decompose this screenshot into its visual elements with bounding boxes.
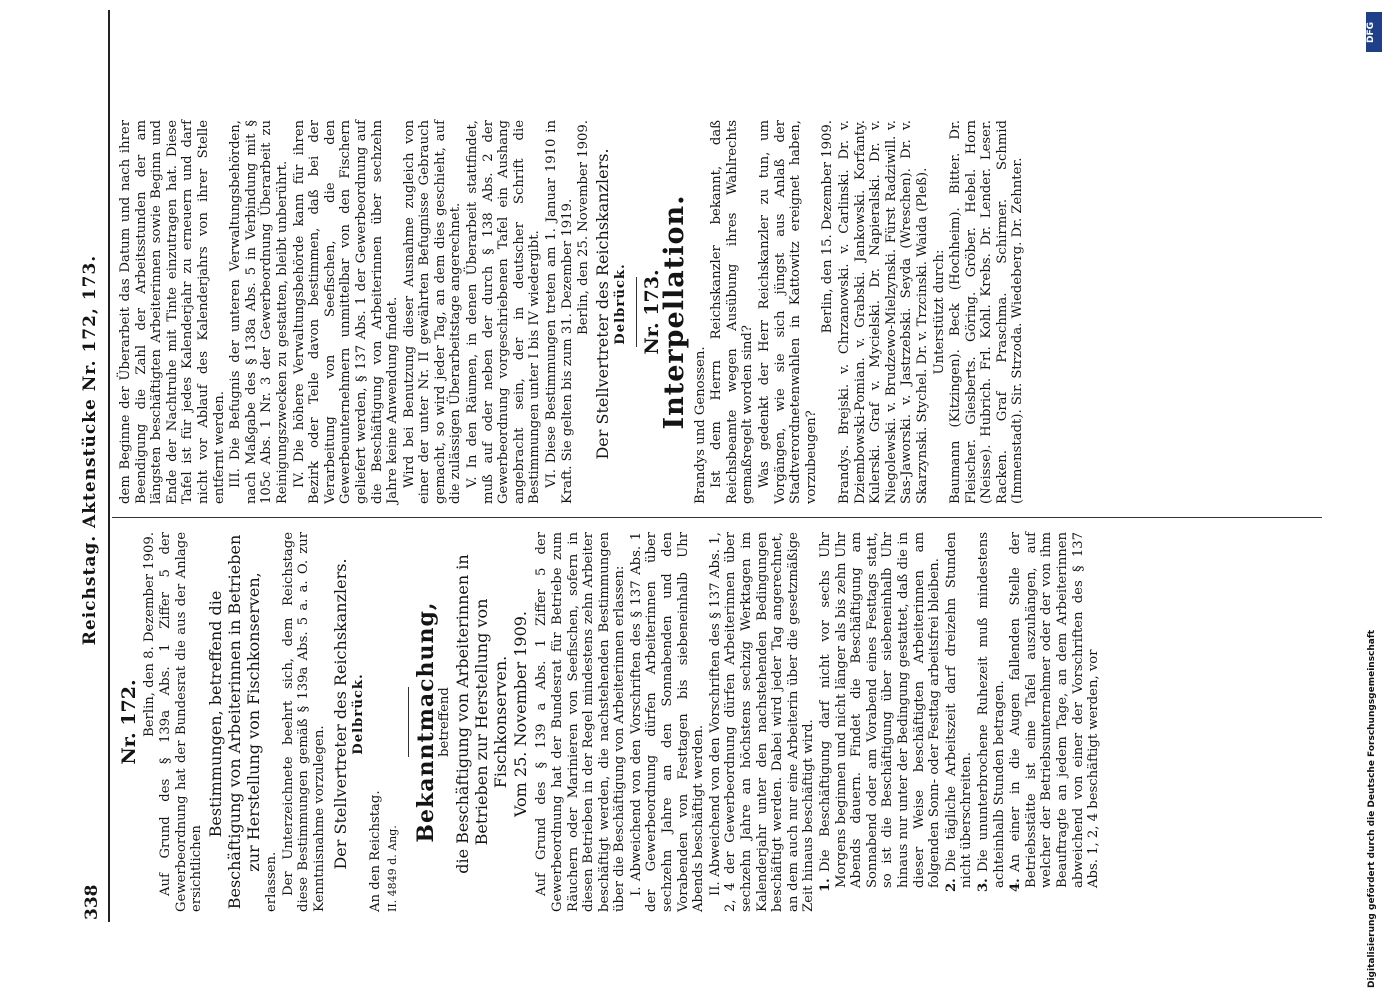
addressee-line: An den Reichstag. <box>367 790 383 912</box>
section-IV-continued: Wird bei Benutzung dieser Ausnahme zugleich von einer der unter Nr. II gewährten Befugnisse Gebrauch gemacht, so wird jeder Tag, an dem dies geschieht, auf die zulässigen Überarbeitstage angerechnet. <box>401 120 464 504</box>
condition-item <box>1008 532 1102 912</box>
page-number: 338 <box>82 884 102 920</box>
funding-credit-text: Digitalisierung gefördert durch die Deutsche Forschungsgemeinschaft <box>1367 629 1377 988</box>
continuation-paragraph: dem Beginne der Überarbeit das Datum und nach ihrer Beendigung die Zahl der Arbeitsstunden der am längsten beschäftigten Arbeiterinnen sowie Beginn und Ende der Nachtruhe mit Tinte einzutragen hat. Diese Tafel ist für jedes Kalenderjahr zu erneuern und darf nicht vor Ablauf des Kalenderjahrs von ihrer Stelle entfernt werden. <box>118 120 227 504</box>
section-I: I. Abweichend von den Vorschriften des § 137 Abs. 1 der Gewerbeordnung dürfen Arbeiterinnen über sechzehn Jahre an den Sonnabenden und den Vorabenden von Festtagen bis siebeneinhalb Uhr Abends beschäftigt werden. <box>628 532 707 912</box>
submission-paragraph: Der Unterzeichnete beehrt sich, dem Reichstage diese Bestimmungen gemäß § 139a Abs. 5 a. a. O. zur Kenntnisnahme vorzulegen. <box>280 532 327 912</box>
bekanntmachung-subject: die Beschäftigung von Arbeiterinnen in Betrieben zur Herstellung von Fischkonserven. <box>453 554 511 874</box>
condition-item <box>976 532 1007 912</box>
condition-number: 2. <box>943 878 959 892</box>
right-column <box>118 120 1027 504</box>
section-II: II. Abweichend von den Vorschriften des § 137 Abs. 1, 2, 4 der Gewerbeordnung dürfen Arbeiterinnen über sechzehn Jahre an höchstens sechzig Werktagen im Kalenderjahr unter den nachstehenden Bedingungen beschäftigt werden. Dabei wird jeder Tag angerechnet, an dem auch nur eine Arbeiterin über die gesetzmäßige Zeit hinaus beschäftigt wird. <box>707 532 817 912</box>
page-header <box>80 0 110 920</box>
interpellation-title: Interpellation. <box>659 194 690 430</box>
document-number-173: Nr. 173. <box>641 269 664 355</box>
section-III: III. Die Befugnis der unteren Verwaltungsbehörden, nach Maßgabe des § 138a Abs. 5 in Verbindung mit § 105c Abs. 1 Nr. 3 der Gewerbeordnung Überarbeit zu Reinigungszwecken zu gestatten, bleibt unberührt. <box>228 120 290 504</box>
grund-paragraph: Auf Grund des § 139 a Abs. 1 Ziffer 5 der Gewerbeordnung hat der Bundesrat für Betriebe zum Räuchern oder Marinieren von Seefischen, sofern in diesen Betrieben in der Regel mindestens zehn Arbeiter beschäftigt werden, die nachstehenden Bestimmungen über die Beschäftigung von Arbeiterinnen erlassen: <box>534 532 628 912</box>
condition-item <box>944 532 975 912</box>
signature-delbrueck: Delbrück. <box>351 673 367 755</box>
date-line: Berlin, den 8. Dezember 1909. <box>141 532 157 737</box>
document-number-172: Nr. 172. <box>118 679 140 765</box>
column-divider <box>112 517 1322 518</box>
stellvertreter-line: Der Stellvertreter des Reichskanzlers. <box>331 558 351 870</box>
stellvertreter-line-2: Der Stellvertreter des Reichskanzlers. <box>592 148 612 460</box>
condition-text: Die ununterbrochene Ruhezeit muß mindestens achteinhalb Stunden betragen. <box>975 532 1007 888</box>
condition-text: Die tägliche Arbeitszeit darf dreizehn Stunden nicht überschreiten. <box>943 532 975 888</box>
condition-number: 4. <box>1008 878 1024 892</box>
interpellants-line: Brandys und Genossen. <box>692 346 708 504</box>
section-IV: IV. Die höhere Verwaltungsbehörde kann für ihren Bezirk oder Teile davon bestimmen, daß bei der Verarbeitung von Seefischen, die den Gewerbeunternehmern unmittelbar von den Fischern geliefert werden, § 137 Abs. 1 der Gewerbeordnung auf die Beschäftigung von Arbeiterinnen über sechzehn Jahre keine Anwendung findet. <box>291 120 401 504</box>
dfg-logo: DFG <box>1366 12 1382 52</box>
interpellation-date: Berlin, den 15. Dezember 1909. <box>820 120 836 334</box>
condition-item <box>818 532 943 912</box>
bekanntmachung-place-date: Berlin, den 25. November 1909. <box>576 120 592 335</box>
condition-text: Die Beschäftigung darf nicht vor sechs Uhr Morgens beginnen und nicht länger als bis zehn Uhr Abends dauern. Findet die Beschäftigung am Sonnabend oder am Vorabend eines Festtags statt, so ist die Beschäftigung über siebeneinhalb Uhr hinaus nur unter der Bedingung gestattet, daß die in dieser Weise beschäftigten Arbeiterinnen am folgenden Sonn- oder Festtag arbeitsfrei bleiben. <box>818 532 943 888</box>
signers-list: Brandys. Brejski. v. Chrzanowski. v. Carlinski. Dr. v. Dziembowski-Pomian. v. Grabski. Jankowski. Korfanty. Kulerski. Graf v. Mycielski. Dr. Napieralski. Dr. v. Niegolewski. v. Brudzewo-Mielzynski. Fürst Radziwill. v. Sas-Jaworski. v. Jastrzebski. Seyda (Wreschen). Dr. v. Skarzynski. Stychel. Dr. v. Trzcinski. Waida (Pleß). <box>836 120 930 504</box>
supported-by-label: Unterstützt durch: <box>931 249 947 375</box>
section-VI: VI. Diese Bestimmungen treten am 1. Januar 1910 in Kraft. Sie gelten bis zum 31. Dezember 1919. <box>544 120 575 504</box>
condition-number: 1. <box>818 878 833 892</box>
intro-paragraph: Auf Grund des § 139a Abs. 1 Ziffer 5 der Gewerbeordnung hat der Bundesrat die aus der Anlage ersichtlichen <box>158 532 205 912</box>
subject-heading: Bestimmungen, betreffend die Beschäftigung von Arbeiterinnen in Betrieben zur Herstellung von Fischkonserven, <box>205 534 263 910</box>
condition-number: 3. <box>975 878 991 892</box>
running-title: Reichstag. Aktenstücke Nr. 172, 173. <box>80 254 100 646</box>
digitization-credit <box>1364 8 1382 992</box>
condition-text: An einer in die Augen fallenden Stelle der Betriebsstätte ist eine Tafel auszuhängen, auf welcher der Betriebsunternehmer oder der von ihm Beauftragte an jedem Tage, an dem Arbeiterinnen abweichend von einer der Vorschriften des § 137 Abs. 1, 2, 4 beschäftigt werden, vor <box>1008 532 1102 888</box>
reference-number: II. 4849 d. Ang. <box>385 825 399 912</box>
left-column <box>118 532 1103 912</box>
question-1: Ist dem Herrn Reichskanzler bekannt, daß Reichsbeamte wegen Ausübung ihres Wahlrechts gemaßregelt worden sind? <box>709 120 756 504</box>
bekanntmachung-title: Bekanntmachung, <box>413 601 440 843</box>
separator-rule-2 <box>636 277 637 347</box>
bekanntmachung-date: Vom 25. November 1909. <box>511 610 531 818</box>
supporters-list: Baumann (Kitzingen). Beck (Hochheim). Bitter. Dr. Fleischer. Giesberts. Göring. Gröber. Hebel. Horn (Neisse). Hubrich. Frl. Kohl. Krebs. Dr. Lender. Leser. Racken. Graf Praschma. Schirmer. Schmid (Immenstadt). Sir. Strzoda. Wiedeberg. Dr. Zehnter. <box>948 120 1026 504</box>
header-rule <box>108 10 110 922</box>
betreffend-line: betreffend <box>436 687 452 757</box>
section-V: V. In den Räumen, in denen Überarbeit stattfindet, muß auf oder neben der durch § 138 Abs. 2 der Gewerbeordnung vorgeschriebenen Tafel ein Aushang angebracht sein, der in deutscher Schrift die Bestimmungen unter I bis IV wiedergibt. <box>465 120 543 504</box>
numbered-conditions <box>818 532 1102 912</box>
erlassen-line: erlassen. <box>263 851 279 912</box>
question-2: Was gedenkt der Herr Reichskanzler zu tun, um Vorgängen, wie sie sich jüngst aus Anlaß der Stadtverordnetenwahlen in Kattowitz ereignet haben, vorzubeugen? <box>756 120 819 504</box>
separator-rule <box>408 687 409 757</box>
signature-delbrueck-2: Delbrück. <box>612 263 628 345</box>
